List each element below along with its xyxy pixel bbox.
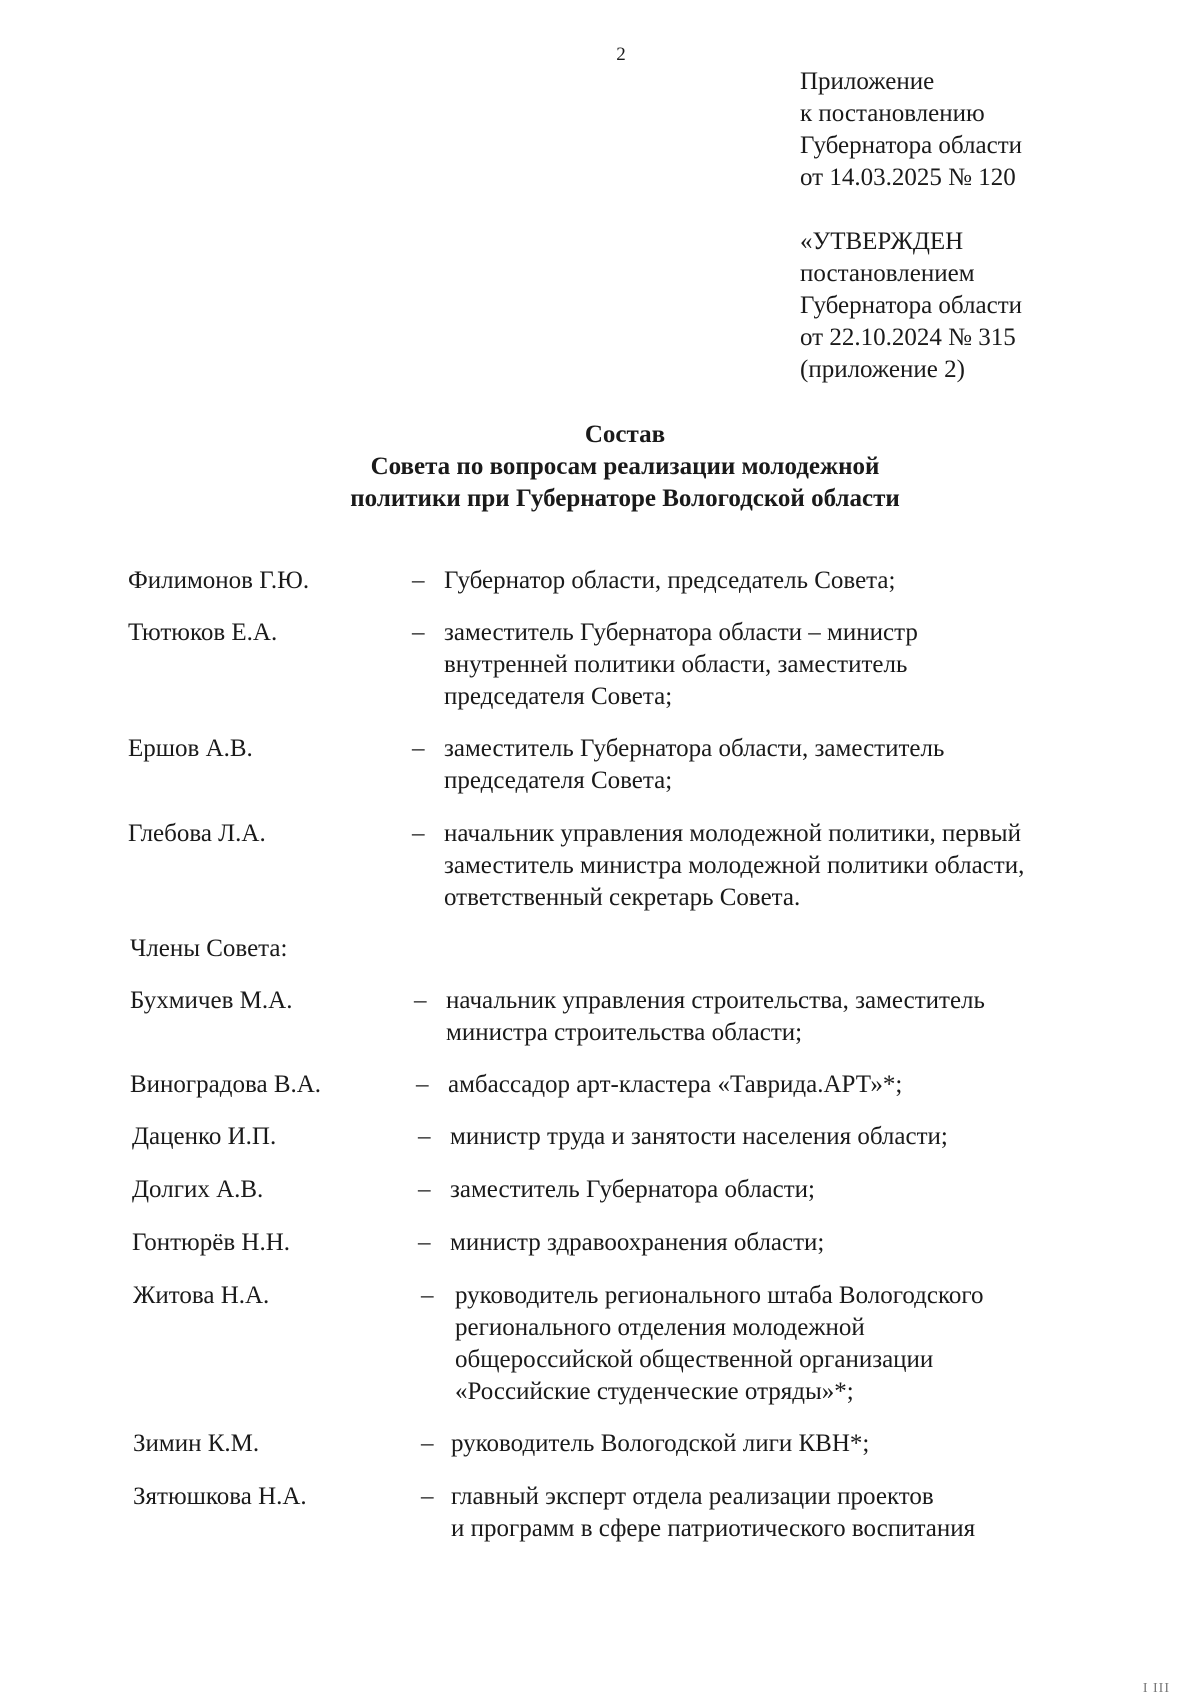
dash-separator: – [412, 735, 425, 762]
annex-line: от 14.03.2025 № 120 [800, 164, 1016, 191]
member-role [450, 1174, 1070, 1206]
member-role [451, 1481, 1071, 1545]
role-line: регионального отделения молодежной [455, 1314, 865, 1341]
role-line: заместитель Губернатора области – министр [444, 619, 918, 646]
role-line: и программ в сфере патриотического воспитания [451, 1515, 976, 1542]
role-line: министра строительства области; [446, 1019, 803, 1046]
members-heading: Члены Совета: [130, 935, 288, 962]
annex-line: Губернатора области [800, 132, 1022, 159]
role-line: руководитель регионального штаба Вологодского [455, 1282, 984, 1309]
member-role [455, 1280, 1075, 1408]
approval-stamp-text [800, 226, 1022, 386]
member-name: Зятюшкова Н.А. [133, 1483, 307, 1510]
dash-separator: – [421, 1282, 434, 1309]
role-line: Губернатор области, председатель Совета; [444, 567, 896, 594]
role-line: амбассадор арт-кластера «Таврида.АРТ»*; [448, 1071, 903, 1098]
role-line: общероссийской общественной организации [455, 1346, 934, 1373]
role-line: министр труда и занятости населения области; [450, 1123, 948, 1150]
member-role [444, 818, 1124, 914]
member-name: Долгих А.В. [132, 1176, 264, 1203]
annex-reference [800, 66, 1022, 194]
role-line: заместитель Губернатора области, заместитель [444, 735, 945, 762]
member-role [446, 985, 1066, 1049]
member-role [450, 1227, 1070, 1259]
approval-line: от 22.10.2024 № 315 [800, 324, 1016, 351]
approval-line: Губернатора области [800, 292, 1022, 319]
member-name: Гонтюрёв Н.Н. [132, 1229, 290, 1256]
dash-separator: – [418, 1123, 431, 1150]
member-name: Виноградова В.А. [130, 1071, 322, 1098]
role-line: ответственный секретарь Совета. [444, 884, 801, 911]
annex-line: к постановлению [800, 100, 985, 127]
member-name: Глебова Л.А. [128, 820, 266, 847]
role-line: главный эксперт отдела реализации проектов [451, 1483, 934, 1510]
approval-line: постановлением [800, 260, 975, 287]
dash-separator: – [414, 987, 427, 1014]
dash-separator: – [421, 1483, 434, 1510]
role-line: председателя Совета; [444, 767, 673, 794]
annex-line: Приложение [800, 68, 935, 95]
page-number: 2 [616, 44, 626, 65]
member-name: Бухмичев М.А. [130, 987, 293, 1014]
dash-separator: – [412, 567, 425, 594]
dash-separator: – [418, 1229, 431, 1256]
title-line: Состав [584, 421, 666, 448]
approval-line: «УТВЕРЖДЕН [800, 228, 964, 255]
role-line: начальник управления молодежной политики, первый [444, 820, 1021, 847]
member-role [448, 1069, 1068, 1101]
role-line: министр здравоохранения области; [450, 1229, 825, 1256]
title-line: Совета по вопросам реализации молодежной [370, 453, 880, 480]
role-line: председателя Совета; [444, 683, 673, 710]
document-title [280, 419, 970, 515]
approval-line: (приложение 2) [800, 356, 965, 383]
member-name: Зимин К.М. [133, 1430, 260, 1457]
member-name: Даценко И.П. [132, 1123, 277, 1150]
member-name: Житова Н.А. [133, 1282, 270, 1309]
role-line: заместитель министра молодежной политики области, [444, 852, 1025, 879]
title-line: политики при Губернаторе Вологодской области [350, 485, 900, 512]
member-role [444, 617, 1064, 713]
dash-separator: – [412, 619, 425, 646]
member-name: Тютюков Е.А. [128, 619, 278, 646]
role-line: внутренней политики области, заместитель [444, 651, 908, 678]
role-line: заместитель Губернатора области; [450, 1176, 816, 1203]
member-role [451, 1428, 1071, 1460]
dash-separator: – [418, 1176, 431, 1203]
member-role [450, 1121, 1070, 1153]
member-name: Филимонов Г.Ю. [128, 567, 310, 594]
member-role [444, 733, 1064, 797]
scan-corner-marks: I III [1142, 1681, 1170, 1696]
member-role [444, 565, 1064, 597]
role-line: «Российские студенческие отряды»*; [455, 1378, 854, 1405]
dash-separator: – [416, 1071, 429, 1098]
role-line: начальник управления строительства, заместитель [446, 987, 985, 1014]
role-line: руководитель Вологодской лиги КВН*; [451, 1430, 870, 1457]
dash-separator: – [412, 820, 425, 847]
member-name: Ершов А.В. [128, 735, 253, 762]
dash-separator: – [421, 1430, 434, 1457]
